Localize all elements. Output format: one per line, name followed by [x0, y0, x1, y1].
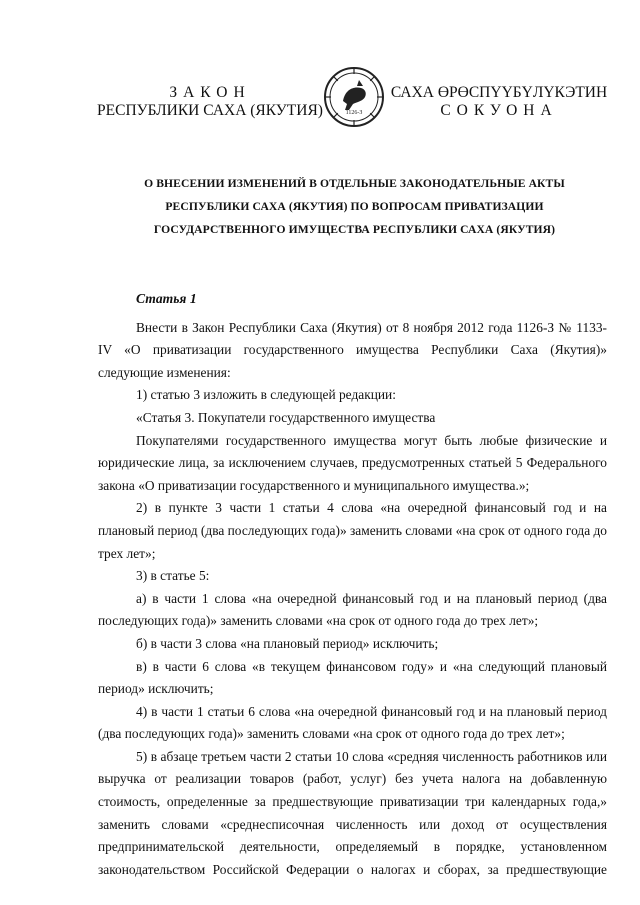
header-russian: [95, 84, 325, 120]
paragraph-intro: Внести в Закон Республики Саха (Якутия) от 8 ноября 2012 года 1126-З № 1133-IV «О приватизации государственного имущества Республики Саха (Якутия)» следующие изменения:: [98, 319, 607, 380]
law-body: [98, 288, 607, 881]
coat-of-arms-sakha-icon: [323, 66, 385, 128]
title-line-3: ГОСУДАРСТВЕННОГО ИМУЩЕСТВА РЕСПУБЛИКИ САХА (ЯКУТИЯ): [153, 223, 556, 236]
article-heading: Статья 1: [136, 291, 197, 306]
header-left-line2: РЕСПУБЛИКИ САХА (ЯКУТИЯ): [97, 102, 323, 119]
title-line-2: РЕСПУБЛИКИ САХА (ЯКУТИЯ) ПО ВОПРОСАМ ПРИВАТИЗАЦИИ: [165, 200, 544, 213]
header-yakut: [384, 84, 614, 120]
paragraph-item-3b: б) в части 3 слова «на плановый период» исключить;: [136, 635, 439, 651]
paragraph-item-3: 3) в статье 5:: [136, 568, 210, 584]
law-title: [95, 172, 614, 241]
header-right-line1: САХА ӨРӨСПҮҮБҮЛҮКЭТИН: [390, 84, 608, 101]
paragraph-buyers: Покупателями государственного имущества могут быть любые физические и юридические лица, за исключением случаев, предусмотренных статьей 5 Федерального закона «О приватизации государственного и муниципального имущества.»;: [98, 432, 607, 493]
title-line-1: О ВНЕСЕНИИ ИЗМЕНЕНИЙ В ОТДЕЛЬНЫЕ ЗАКОНОДАТЕЛЬНЫЕ АКТЫ: [144, 177, 565, 190]
paragraph-item-4: 4) в части 1 статьи 6 слова «на очередной финансовый год и на плановый период (два последующих года)» заменить словами «на срок от одного года до трех лет»;: [98, 703, 607, 742]
paragraph-item-5: 5) в абзаце третьем части 2 статьи 10 слова «средняя численность работников или выручка от реализации товаров (работ, услуг) без учета налога на добавленную стоимость, определенные за предшествующие приватизации три календарных года,» заменить словами «среднесписочная численность или доход от осуществления предпринимательской деятельности, определяемый в порядке, установленном законодательством Российской Федерации о налогах и сборах, за предшествующие: [98, 748, 607, 877]
paragraph-item-3v: в) в части 6 слова «в текущем финансовом году» и «на следующий плановый период» исключить;: [98, 658, 607, 697]
paragraph-item-3a: а) в части 1 слова «на очередной финансовый год и на плановый период (два последующих года)» заменить словами «на срок от одного года до трех лет»;: [98, 590, 607, 629]
header-right-line2: СОКУОНА: [440, 102, 558, 119]
header-left-line1: ЗАКОН: [169, 84, 251, 101]
paragraph-item-1: 1) статью 3 изложить в следующей редакции:: [136, 387, 396, 403]
paragraph-item-2: 2) в пункте 3 части 1 статьи 4 слова «на очередной финансовый год и на плановый период (два последующих года)» заменить словами «на срок от одного года до трех лет»;: [98, 500, 607, 561]
paragraph-article-3-heading: «Статья 3. Покупатели государственного имущества: [136, 409, 436, 425]
emblem-number: 1126-З: [345, 110, 363, 116]
